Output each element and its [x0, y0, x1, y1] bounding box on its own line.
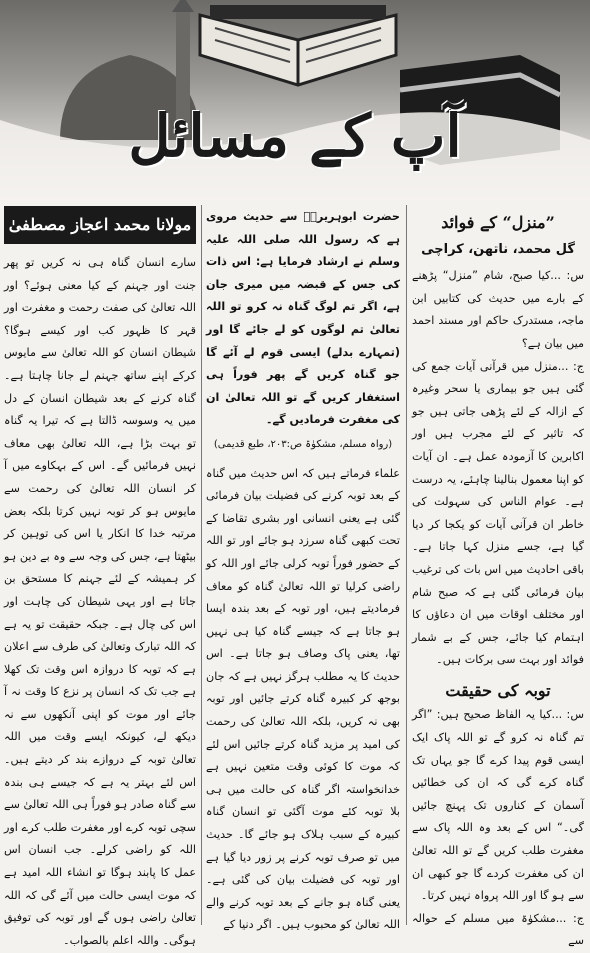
middle-column — [206, 200, 400, 937]
answer-text: ج: ...مشکوٰۃ میں مسلم کے حوالہ سے — [412, 911, 584, 948]
column-divider — [406, 205, 407, 925]
page-title: آپ کے مسائل — [128, 102, 462, 170]
column-divider — [201, 205, 202, 925]
section-title: توبہ کی حقیقت — [445, 680, 551, 700]
section-title: ”منزل“ کے فوائد — [441, 213, 555, 232]
hadith-reference: (رواہ مسلم، مشکوٰۃ ص:۲۰۳، طبع قدیمی) — [213, 438, 393, 450]
author-banner: مولانا محمد اعجاز مصطفیٰ — [4, 206, 196, 244]
left-column — [4, 200, 196, 952]
header-illustration — [0, 0, 590, 200]
header-artwork — [0, 0, 590, 200]
question-text: س: ...کیا صبح، شام ”منزل“ پڑھنے کے بارے میں حدیث کی کتابیں ابن ماجہ، مستدرک حاکم اور مسند احمد میں بیان ہے؟ — [412, 269, 584, 350]
questioner-name: گل محمد، ناتھن، کراچی — [421, 241, 575, 257]
hadith-text: حضرت ابوہریرہؓ سے حدیث مروی ہے کہ رسول اللہ صلی اللہ علیہ وسلم نے ارشاد فرمایا ہے: اس ذات کی جس کے قبضہ میں میری جان ہے، اگر تم لوگ گناہ نہ کرو تو اللہ تعالیٰ تم لوگوں کو لے جائے گا اور (تمہارے بدلے) ایسی قوم لے آئے گا جو گناہ کریں گے پھر فوراً ہی استغفار کریں گے تو اللہ تعالیٰ ان کی مغفرت فرمادیں گے۔ — [206, 210, 400, 427]
answer-text: ج: ...منزل میں قرآنی آیات جمع کی گئی ہیں جو بیماری یا سحر وغیرہ کے ازالہ کے لئے پڑھی جاتی ہیں جو کہ تاثیر کے لئے مجرب ہیں اور اکابرین کا آزمودہ عمل ہے۔ ان آیات کو اپنا معمول بنالینا چاہئے، یہ درست ہے۔ عوام الناس کی سہولت کی خاطر ان قرآنی آیات کو یکجا کر دیا گیا ہے، جسے منزل کہا جاتا ہے۔ باقی احادیث میں اس بات کی ترغیب بیان فرمائی گئی ہے کہ صبح شام اور مختلف اوقات میں ان دعاؤں کا اہتمام کیا جائے، جس کے بے شمار فوائد اور بہت سی برکات ہیں۔ — [412, 359, 584, 667]
right-column — [412, 200, 584, 953]
question-text: س: ...کیا یہ الفاظ صحیح ہیں: ”اگر تم گناہ نہ کرو گے تو اللہ پاک ایک ایسی قوم پیدا کرے گا جو یہاں تک گناہ کرے گی کہ ان کی خطائیں آسمان کے کناروں تک پہنچ جائیں گی۔“ اس کے بعد وہ اللہ پاک سے مغفرت طلب کریں گے تو اللہ تعالیٰ ان کی مغفرت کردے گا جو کبھی ان سے ہو گا اور اللہ پرواہ نہیں کرتا۔ — [412, 708, 584, 903]
article-body: سارے انسان گناہ ہی نہ کریں تو پھر جنت اور جہنم کے کیا معنی ہوئے؟ اور اللہ تعالیٰ کی صفت رحمت و مغفرت اور قہر کا ظہور کب اور کیسے ہوگا؟ شیطان انسان کو اللہ تعالیٰ سے مایوس کرکے اپنے ساتھ جہنم لے جانا چاہتا ہے۔ گناہ کرنے کے بعد شیطان انسان کے دل میں یہ وسوسہ ڈالتا ہے کہ تیرا یہ گناہ تو بہت بڑا ہے، اللہ تعالیٰ بھی معاف نہیں فرمائیں گے۔ اس کے بہکاوے میں آ کر انسان اللہ تعالیٰ کی رحمت سے مایوس ہو کر توبہ نہیں کرتا بلکہ بعض مرتبہ خدا کا انکار یا اس کی توہین کر بیٹھتا ہے، جس کی وجہ سے وہ بے دین ہو کر ہمیشہ کے لئے جہنم کا مستحق بن جاتا ہے اور یہی شیطان کی چاہت اور اس کی چال ہے۔ جبکہ حقیقت تو یہ ہے کہ اللہ تبارک وتعالیٰ کی طرف سے اعلان ہے کہ توبہ کا دروازہ اس وقت تک کھلا ہے جب تک کہ انسان پر نزع کا وقت نہ آ جائے اور موت کو اپنی آنکھوں سے نہ دیکھ لے، کیونکہ ایسے وقت میں اللہ تعالیٰ توبہ کے دروازے بند کر دیتے ہیں۔ اس لئے بہتر یہ ہے کہ جیسے ہی بندہ سے گناہ صادر ہو فوراً ہی اللہ تعالیٰ سے سچی توبہ کرے اور مغفرت طلب کرے اور اللہ کو راضی کرلے۔ جب انسان اس عمل کا پابند ہوگا تو انشاء اللہ امید ہے کہ موت ایسی حالت میں آئے گی کہ اللہ تعالیٰ راضی ہوں گے اور توبہ کی توفیق ہوگی۔ واللہ اعلم بالصواب۔ — [4, 256, 196, 947]
article-body: علماء فرماتے ہیں کہ اس حدیث میں گناہ کے بعد توبہ کرنے کی فضیلت بیان فرمائی گئی ہے یعنی انسانی اور بشری تقاضا کے تحت کبھی گناہ سرزد ہو جائے اور تو اللہ کے حضور فوراً توبہ کرلی جائے اور اللہ کو راضی کرلیا تو اللہ تعالیٰ گناہ کو معاف فرمادیتے ہیں، اور توبہ کے بعد بندہ ایسا ہو جاتا ہے کہ جیسے گناہ کیا ہی نہیں تھا، یعنی پاک وصاف ہو جاتا ہے۔ اس حدیث کا یہ مطلب ہرگز نہیں ہے کہ جان بوجھ کر کبیرہ گناہ کرتے جائیں اور توبہ بھی نہ کریں، بلکہ اللہ تعالیٰ کی رحمت کی امید پر مزید گناہ کرتے جائیں اس لئے کہ موت کا کوئی وقت متعین نہیں ہے خدانخواستہ اگر گناہ کی حالت میں ہی بلا توبہ کئے موت آگئی تو انسان گناہ کبیرہ کے سبب ہلاک ہو جائے گا۔ حدیث میں تو صرف توبہ کرنے پر زور دیا گیا ہے اور توبہ کی فضیلت بیان کی گئی ہے۔ یعنی گناہ ہو جانے کے بعد توبہ کرنے والے اللہ تعالیٰ کو محبوب ہیں۔ اگر دنیا کے — [206, 466, 400, 932]
